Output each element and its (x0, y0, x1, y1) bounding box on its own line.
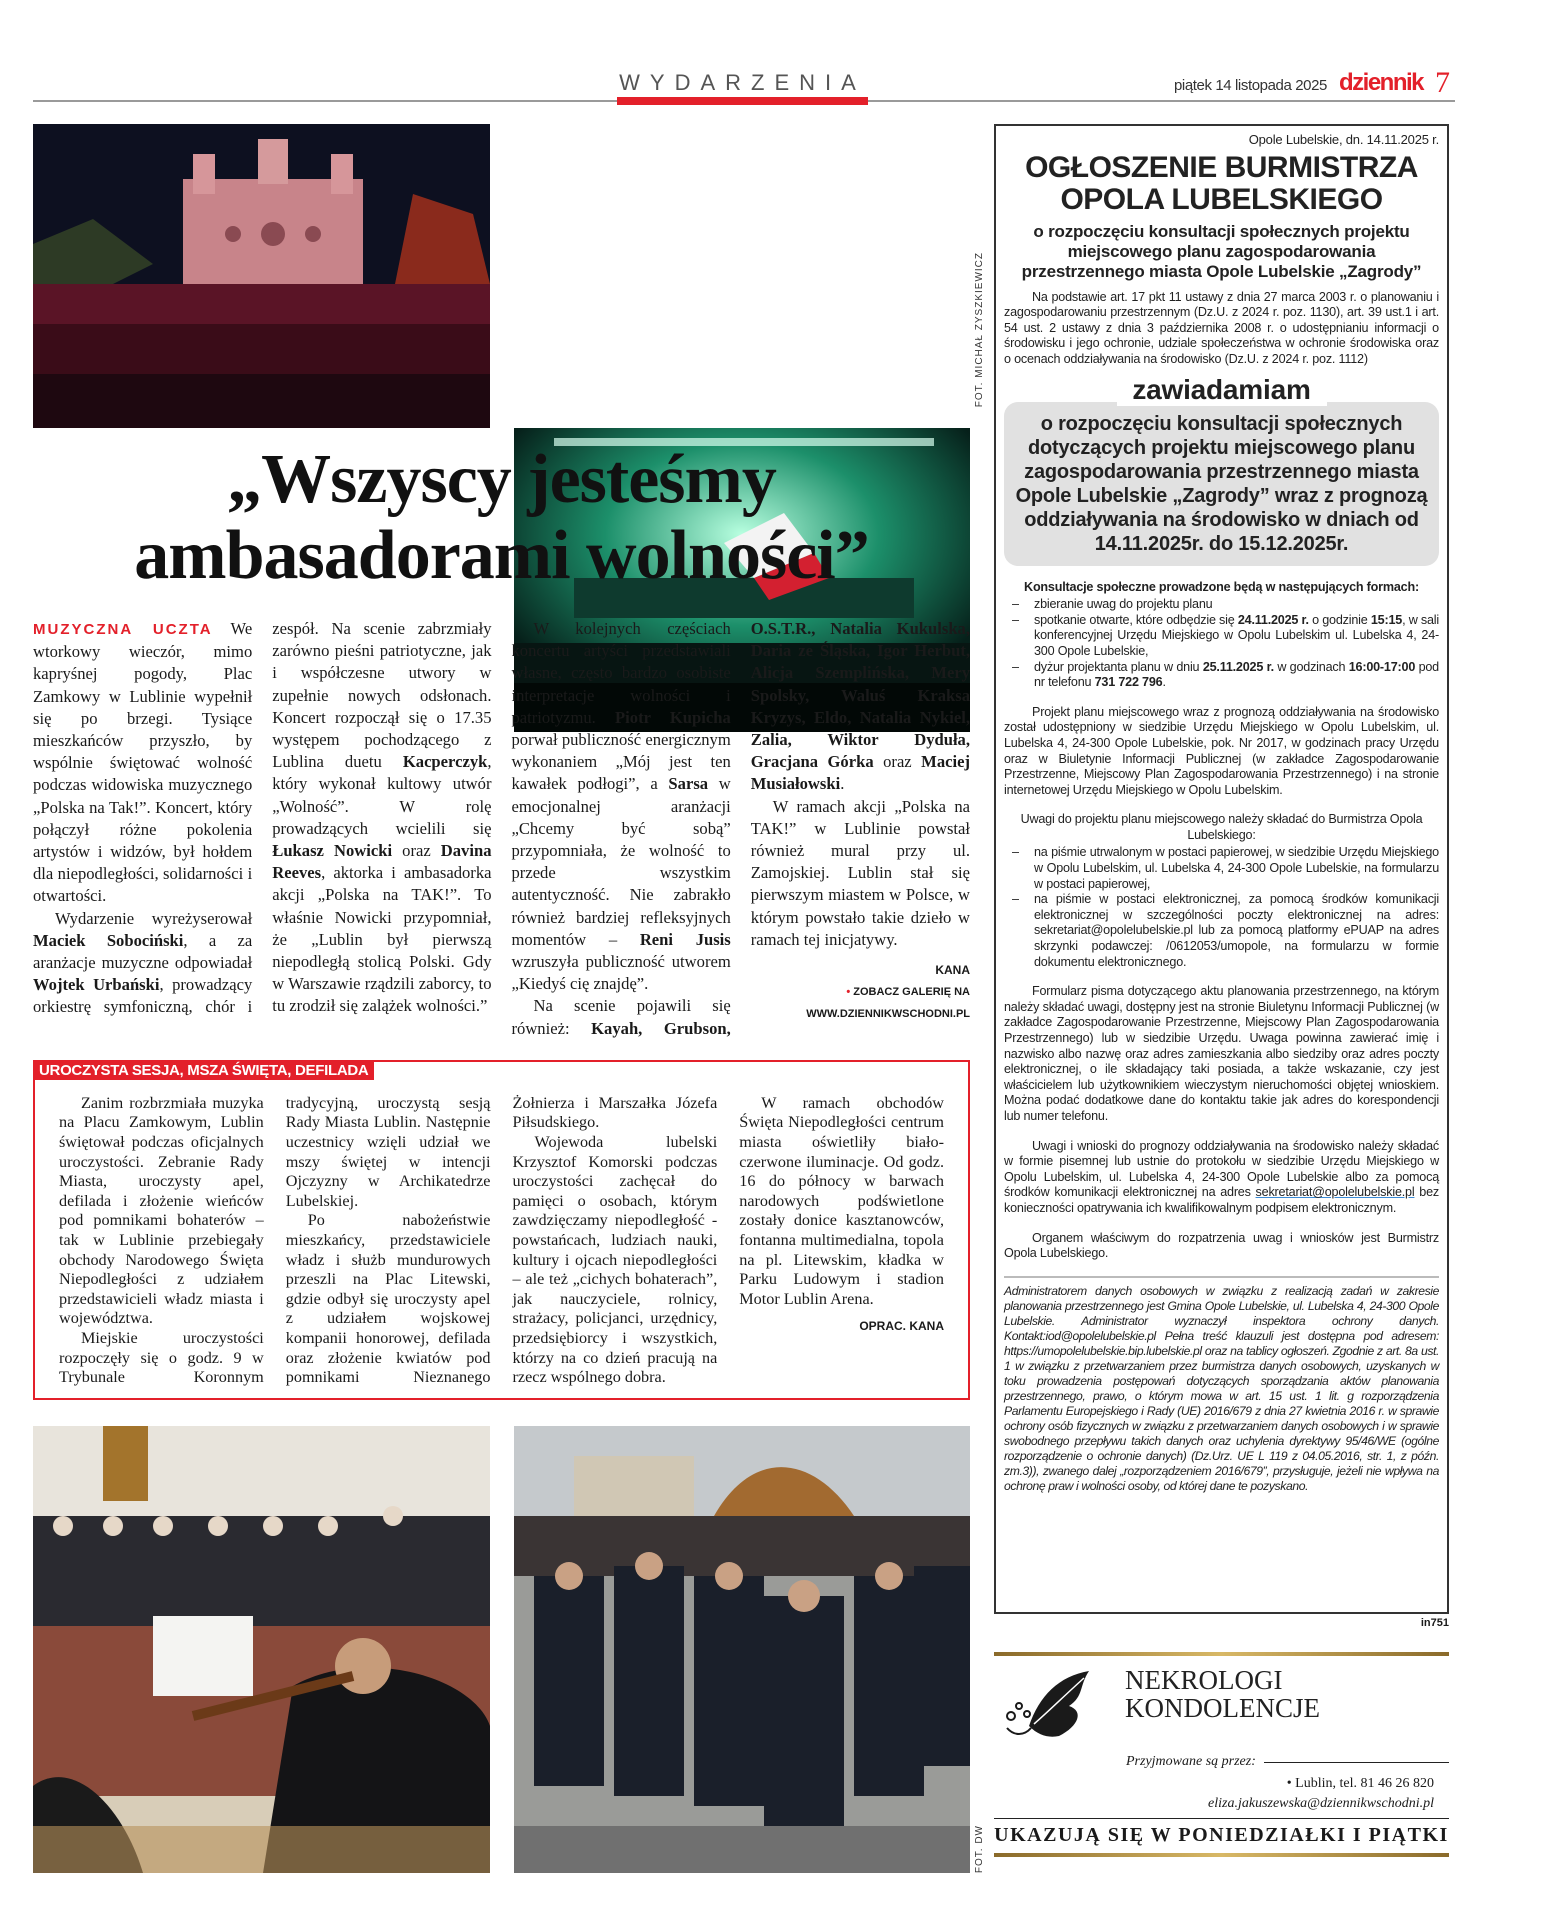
main-story (33, 441, 985, 1873)
text-run: oraz (873, 752, 922, 772)
contact-phone: • Lublin, tel. 81 46 26 820 (1286, 1776, 1434, 1791)
text-run: , prowadzący orkiestrę symfoniczną, chór i zespół. Na scenie zabrzmiały zarówno pieśni patriotyczne, jak i współczesne utwory w zupełnie nowych odsłonach. Koncert rozpoczął się o 17.35 występem pochodzącego z Lublina duetu (33, 619, 492, 1017)
person-name: Maciej Musiałowski (750, 752, 970, 794)
box-paragraph: Po nabożeństwie mieszkańcy, przedstawiciele władz i służb mundurowych przeszli na Plac Litewski, gdzie odbył się uroczysty apel z udziałem wojskowej kompanii honorowej, defilada oraz złożenie kwiatów pod pomnikami Nieznanego Żołnierza i Marszałka Józefa Piłsudskiego. (285, 1093, 718, 1387)
text-run: w godzinach (1273, 659, 1349, 674)
consultation-forms-list (1004, 597, 1439, 691)
title-line-2: KONDOLENCJE (1125, 1693, 1320, 1723)
photo-ceremony-violinist (33, 1426, 490, 1873)
divider (994, 1818, 1449, 1819)
bottom-photos (33, 1426, 985, 1873)
person-name: Reni Jusis (639, 929, 731, 949)
lead-label: MUZYCZNA UCZTA (33, 621, 213, 638)
gold-rule (994, 1853, 1449, 1857)
text-run: 15:15 (1370, 612, 1403, 627)
gallery-label: ZOBACZ GALERIĘ NA (853, 986, 970, 999)
announcement-title: OGŁOSZENIE BURMISTRZA OPOLA LUBELSKIEGO (1025, 150, 1418, 216)
person-name: Piotr Kupicha (615, 707, 731, 727)
ad-id: in751 (1420, 1617, 1449, 1629)
article-signature: KANA (935, 963, 970, 978)
section-underline (617, 97, 868, 105)
text-run: wzruszyła publiczność utworem „Kiedyś cię znajdę”. (511, 952, 731, 994)
authority-text: Organem właściwym do rozpatrzenia uwag i wniosków jest Burmistrz Opola Lubelskiego. (1004, 1230, 1439, 1261)
list-item: – na piśmie utrwalonym w postaci papierowej, w siedzibie Urzędu Miejskiego w Opolu Lubelskim, ul. Lubelska 4, 24-300 Opole Lubelskie, na formularzu w postaci papierowej, (1004, 845, 1439, 892)
legal-basis: Na podstawie art. 17 pkt 11 ustawy z dnia 27 marca 2003 r. o planowaniu i zagospodarowaniu przestrzennym (Dz.U. z 2024 r. poz. 1130), art. 39 ust.1 i art. 54 ust. 2 ustawy z dnia 3 października 2008 r. o udostępnianiu informacji o środowisku i jego ochronie, udziale społeczeństwa w ochronie środowiska oraz o ocenach oddziaływania na środowisko (Dz.U. z 2024 r. poz. 1112) (1004, 289, 1439, 366)
contact-email[interactable]: eliza.jakuszewska@dziennikwschodni.pl (1208, 1796, 1434, 1811)
right-column (994, 124, 1449, 1865)
text-run: pod nr telefonu (1034, 659, 1439, 690)
article-paragraph (33, 618, 252, 908)
text-run: , w sali konferencyjnej Urzędu Miejskiego w Opolu Lubelskim ul. Lubelska 4, 24-300 Opole Lubelskie, (1034, 612, 1439, 658)
issue-date: piątek 14 listopada 2025 (1173, 77, 1327, 94)
remarks-list (1004, 845, 1439, 970)
text-run: . (1162, 675, 1166, 690)
publication-schedule: UKAZUJĄ SIĘ W PONIEDZIAŁKI I PIĄTKI (994, 1824, 1449, 1846)
article-body (33, 618, 970, 1040)
text-run: W kolejnych częściach koncertu artyści przedstawiali własne, często bardzo osobiste interpretacje wolności i patriotyzmu. (511, 619, 731, 727)
text-run: porwał publiczność energicznym wykonaniem „Mój jest ten kawałek podłogi”, a (511, 730, 731, 794)
person-name: Sarsa (668, 774, 709, 794)
box-signature: OPRAC. KANA (859, 1319, 944, 1334)
list-item (1004, 613, 1439, 660)
gallery-link[interactable] (751, 981, 970, 1025)
text-run: We wtorkowy wieczór, mimo kapryśnej pogody, Plac Zamkowy w Lublinie wypełnił się po brzegi. Tysiące mieszkańców przyszło, by wspólnie świętować wolność podczas widowiska muzycznego „Polska na Tak!”. Koncert, który połączył różne pokolenia artystów i widzów, był hołdem dla niepodległości, solidarności i otwartości. (33, 619, 253, 906)
official-announcement (994, 124, 1449, 1614)
page-number: 7 (1435, 66, 1450, 99)
announcement-subtitle: o rozpoczęciu konsultacji społecznych projektu miejscowego planu zagospodarowania przestrzennego miasta Opole Lubelskie „Zagrody” (1021, 221, 1422, 281)
text-run: zbieranie uwag do projektu planu (1034, 597, 1213, 612)
bullet-icon: • (846, 986, 854, 999)
text-run: , a za aranżacje muzyczne odpowiadał (33, 930, 253, 973)
availability-text: Projekt planu miejscowego wraz z prognozą oddziaływania na środowisko został udostępniony w siedzibie Urzędu Miejskiego w Opolu Lubelskim, ul. Lubelska 4, 24-300 Opole Lubelskie, pok. Nr 2017, w godzinach pracy Urzędu oraz w Biuletynie Informacji Publicznej (w zakładce Zagospodarowanie Przestrzenne, Miejscowy Plan Zagospodarowania Przestrzennego) i na stronie internetowej Urzędu Miejskiego w Opolu Lubelskim. (1004, 704, 1439, 797)
person-name: Kacperczyk (402, 752, 488, 772)
text-run: oraz (392, 841, 441, 861)
text-run: w emocjonalnej aranżacji „Chcemy być sobą” przypomniała, że wolność to przede wszystkim autentyczność. Nie zabrakło również bardziej refleksyjnych momentów – (511, 774, 731, 949)
obituaries-ad (994, 1638, 1449, 1865)
remarks-heading: Uwagi do projektu planu miejscowego należy składać do Burmistrza Opola Lubelskiego: (1020, 812, 1423, 842)
obituaries-title (1125, 1666, 1320, 1746)
text-run: 16:00-17:00 (1348, 659, 1416, 674)
gdpr-clause: Administratorem danych osobowych w związku z realizacją zadań w zakresie planowania przestrzennego jest Gmina Opole Lubelskie, ul. Lubelska 4, 24-300 Opole Lubelskie. Administrator wyznaczył inspektora ochrony danych. Kontakt:iod@opolelubelskie.pl Pełna treść klauzuli jest dostępna pod adresem: https://umopolelubelskie.bip.lubelskie.pl oraz na tablicy ogłoszeń. Zgodnie z art. 8a ust. 1 w związku z przetwarzaniem przez burmistrza danych osobowych, uzyskanych w toku prowadzenia postępowań dotyczących sporządzania aktów planowania przestrzennego, prawo, o którym mowa w art. 15 ust. 1 lit. g rozporządzenia Parlamentu Europejskiego i Rady (UE) 2016/679 z dnia 27 kwietnia 2016 r. w sprawie ochrony osób fizycznych w związku z przetwarzaniem danych osobowych i w sprawie swobodnego przepływu takich danych oraz uchylenia dyrektywy 95/46/WE (ogólne rozporządzenie o ochronie danych) (Dz.Urz. UE L 119 z 04.05.2016, str. 1, z późn. zm.3)), zwanego dalej „rozporządzeniem 2016/679”, przysługuje, jeżeli nie wpływa na ochronę praw i wolności osoby, od której dane te pozyskano. (1004, 1283, 1439, 1493)
env-remarks-text (1004, 1139, 1439, 1217)
text-run: spotkanie otwarte, które odbędzie się (1034, 612, 1238, 627)
email-link[interactable]: sekretariat@opolelubelskie.pl (1255, 1185, 1415, 1200)
box-title: UROCZYSTA SESJA, MSZA ŚWIĘTA, DEFILADA (33, 1061, 374, 1080)
person-name: Wojtek Urbański (33, 975, 160, 995)
header-meta (1174, 66, 1450, 100)
text-run: dyżur projektanta planu w dniu (1034, 659, 1203, 674)
obituaries-header (994, 1656, 1449, 1746)
box-paragraph: Wojewoda lubelski Krzysztof Komorski podczas uroczystości zachęcał do pamięci o osobach, którym zawdzięczamy niepodległość - powstańcach, ludziach nauki, kultury i ojcach niepodległości – ale też „cichych bohaterach”, jak nauczyciele, rolnicy, strażacy, policjanci, urzędnicy, przedsiębiorcy i wszystkich, którzy na co dzień pracują na rzecz wspólnego dobra. (512, 1133, 718, 1387)
text-run: W ramach akcji „Polska na TAK!” w Lublinie powstał również mural przy ul. Zamojskiej. Lublin stał się pierwszym miastem w Polsce, w którym powstało takie dzieło w ramach tej inicjatywy. (750, 796, 970, 949)
headline-line-1: „Wszyscy jesteśmy (227, 441, 776, 518)
text-run: . (840, 774, 845, 794)
notice-highlight: o rozpoczęciu konsultacji społecznych dotyczących projektu miejscowego planu zagospodarowania przestrzennego miasta Opole Lubelskie „Zagrody” wraz z prognozą oddziaływania na środowisko w dniach od 14.11.2025r. do 15.12.2025r. (1004, 402, 1439, 566)
person-name: Kayah, Grubson, O.S.T.R., Natalia Kukulska, Daria ze Śląska, Igor Herbut, Alicja Szemplińska, Mery Spolsky, Waluś Kraksa Kryzys, Eldo, Natalia Nykiel, Zalia, Wiktor Dyduła, Gracjana Górka (591, 619, 970, 1038)
photo-military-parade (514, 1426, 970, 1873)
box-paragraph: Zanim rozbrzmiała muzyka na Placu Zamkowym, Lublin świętował podczas oficjalnych uroczystości. Zebranie Rady Miasta, uroczysty apel, defilada i złożenie wieńców pod pomnikami bohaterów – tak w Lublinie przebiegały obchody Narodowego Święta Niepodległości z udziałem przedstawicieli władz miasta i województwa. (59, 1093, 264, 1328)
text-run: Wydarzenie wyreżyserował (55, 908, 253, 928)
env-remarks-post: bez konieczności opatrywania ich kwalifikowalnym podpisem elektronicznym. (1004, 1185, 1439, 1215)
received-by-label: Przyjmowane są przez: (1126, 1754, 1256, 1769)
leaf-ornament-icon (999, 1666, 1099, 1746)
person-name: Davina Reeves (272, 841, 492, 883)
box-paragraph: W ramach obchodów Święta Niepodległości centrum miasta oświetliły biało-czerwone iluminacje. Od godz. 16 do północy w barwach narodowych podświetlone zostały donice kasztanowców, fontanna multimedialna, topola na pl. Litewskim, kładka w Parku Ludowym i stadion Motor Lublin Arena. (739, 1093, 944, 1308)
text-run: 731 722 796 (1094, 675, 1163, 690)
text-run: 24.11.2025 r. (1237, 612, 1309, 627)
gallery-url: WWW.DZIENNIKWSCHODNI.PL (806, 1008, 970, 1021)
photo-castle-crowd (33, 124, 490, 428)
photo-credit: FOT. DW (974, 1824, 985, 1873)
rule (1264, 1762, 1449, 1763)
text-run: o godzinie (1308, 612, 1371, 627)
list-item (1004, 660, 1439, 691)
text-run: 25.11.2025 r. (1202, 659, 1274, 674)
list-item: – na piśmie w postaci elektronicznej, za pomocą środków komunikacji elektronicznej w szczególności poczty elektronicznej na adres: sekretariat@opolelubelskie.pl lub za pomocą platformy ePUAP na adres skrzynki podawczej: /0612053/umopole, na formularzu w formie dokumentu elektronicznego. (1004, 892, 1439, 970)
text-run: Na scenie pojawili się również: (511, 996, 731, 1038)
env-remarks-pre: Uwagi i wnioski do prognozy oddziaływania na środowisko należy składać w formie pisemnej lub ustnie do protokołu w siedzibie Urzędu Miejskiego w Opolu Lubelskim, ul. Lubelska 4, 24-300 Opole Lubelskie albo za pomocą środków komunikacji elektronicznej na adres (1004, 1138, 1439, 1200)
headline (33, 442, 970, 594)
list-item (1004, 597, 1439, 613)
person-name: Łukasz Nowicki (272, 841, 393, 861)
forms-heading: Konsultacje społeczne prowadzone będą w następujących formach: (1024, 579, 1419, 594)
notify-heading: zawiadamiam (1117, 374, 1327, 406)
divider (1004, 1276, 1439, 1278)
newspaper-logo: dziennik (1338, 69, 1423, 96)
article-paragraph (512, 618, 731, 995)
article-paragraph (751, 796, 970, 951)
title-line-1: NEKROLOGI (1125, 1665, 1283, 1695)
text-run: , aktorka i ambasadorka akcji „Polska na TAK!”. To właśnie Nowicki przypomniał, że „Lublin był pierwszą niepodległą stolicą Polski. Gdy w Warszawie rządzili zaborcy, to tu zrodził się zalążek wolności.” (272, 863, 492, 1016)
sidebar-box (33, 1060, 970, 1400)
photo-credit: FOT. MICHAŁ ZYSZKIEWICZ (974, 252, 985, 408)
section-title: WYDARZENIA (619, 70, 866, 95)
box-body (59, 1094, 944, 1388)
received-by-row (1126, 1754, 1449, 1770)
text-run: , który wykonał kultowy utwór „Wolność”. W rolę prowadzących wcielili się (272, 752, 492, 838)
form-info-text: Formularz pisma dotyczącego aktu planowania przestrzennego, na którym należy składać uwagi, dostępny jest na stronie Biuletynu Informacji Publicznej (w zakładce Zagospodarowanie Przestrzenne, Miejscowy Plan Zagospodarowania Przestrzennego) lub w siedzibie Urzędu. Uwaga powinna zawierać imię i nazwisko albo nazwę oraz adres zamieszkania albo siedziby oraz adres poczty elektronicznej, o ile składający taki posiada, a także wskazanie, czy jest właścicielem lub użytkownikiem wieczystym nieruchomości objętej wnioskiem. Można podać dodatkowe dane do kontaktu takie jak adres do korespondencji lub numer telefonu. (1004, 984, 1439, 1123)
announcement-place-date: Opole Lubelskie, dn. 14.11.2025 r. (1248, 132, 1439, 147)
box-paragraph: Miejskie uroczystości rozpoczęły się o godz. 9 w Trybunale Koronnym tradycyjną, uroczystą sesją Rady Miasta Lublin. Następnie uczestnicy wzięli udział we mszy świętej w intencji Ojczyzny w Archikatedrze Lubelskiej. (59, 1093, 491, 1387)
person-name: Maciek Sobociński (33, 930, 184, 950)
headline-line-2: ambasadorami wolności” (134, 517, 869, 594)
